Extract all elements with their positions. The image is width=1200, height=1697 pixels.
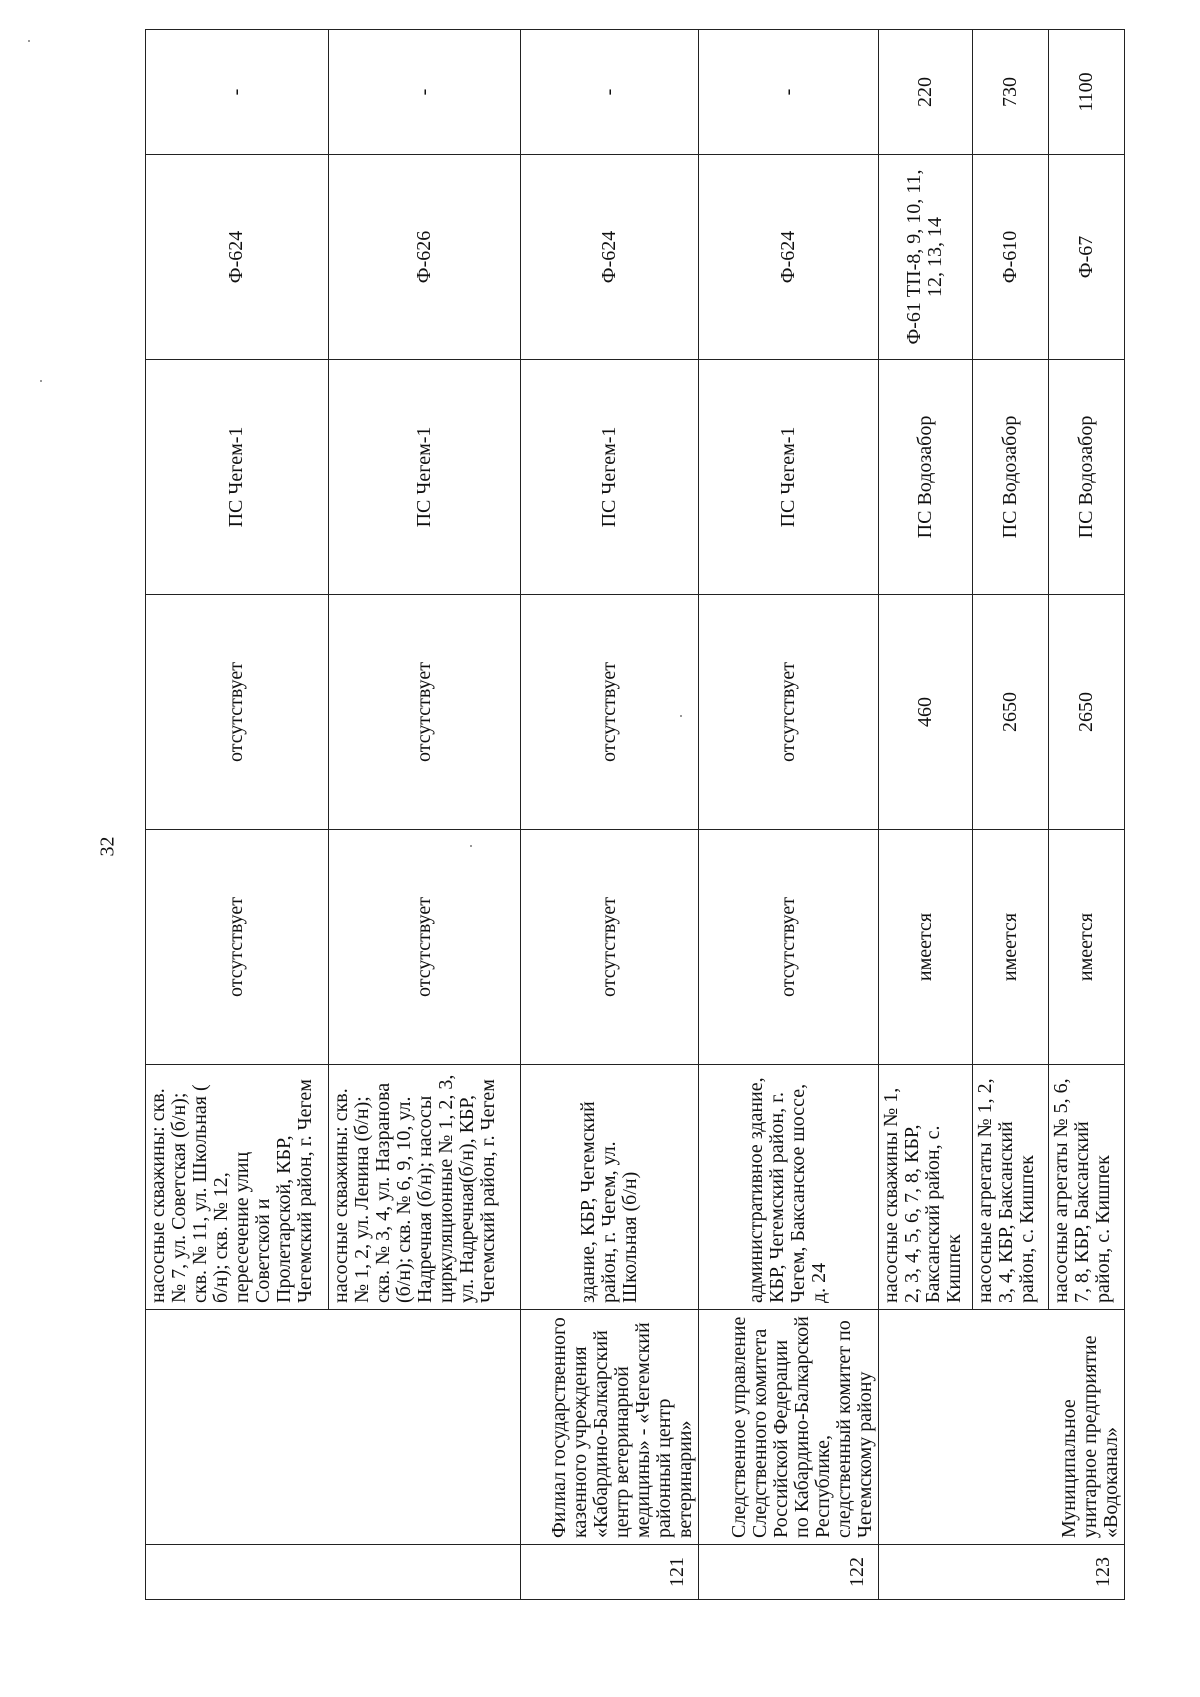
cell-substation: ПС Чегем-1 (698, 360, 878, 595)
cell-col5: отсутствует (521, 595, 699, 830)
cell-col4: имеется (1048, 830, 1124, 1065)
cell-power: 1100 (1048, 30, 1124, 155)
cell-col4: отсутствует (521, 830, 699, 1065)
cell-power: - (521, 30, 699, 155)
table-row (878, 30, 972, 1600)
cell-num: 123 (878, 1545, 1124, 1600)
cell-object: насосные скважины № 1, 2, 3, 4, 5, 6, 7, 8, КБР, Баксанский район, с. Кишпек (878, 1065, 972, 1310)
cell-substation: ПС Чегем-1 (521, 360, 699, 595)
cell-col5: 2650 (972, 595, 1048, 830)
cell-object: насосные агрегаты № 5, 6, 7, 8, КБР, Баксанский район, с. Кишпек (1048, 1065, 1124, 1310)
cell-col4: отсутствует (146, 830, 329, 1065)
cell-col5: отсутствует (328, 595, 520, 830)
cell-power: - (146, 30, 329, 155)
page-number: 32 (96, 836, 119, 857)
cell-feeder: Ф-624 (698, 155, 878, 360)
cell-col4: отсутствует (698, 830, 878, 1065)
cell-col4: имеется (972, 830, 1048, 1065)
scan-speck (470, 845, 472, 847)
cell-feeder: Ф-610 (972, 155, 1048, 360)
cell-substation: ПС Водозабор (972, 360, 1048, 595)
cell-object: насосные скважины: скв. № 7, ул. Советская (б/н); скв. № 11, ул. Школьная ( б/н); скв. № 12, пересечение улиц Советской и Пролетарской, КБР, Чегемский район, г. Чегем (146, 1065, 329, 1310)
cell-col4: отсутствует (328, 830, 520, 1065)
cell-feeder: Ф-624 (146, 155, 329, 360)
cell-object: насосные скважины: скв. № 1, 2, ул. Ленина (б/н); скв. № 3, 4, ул. Назранова (б/н); скв. № 6, 9, 10, ул. Надречная (б/н); насосы циркуляционные № 1, 2, 3, ул. Надречная(б/н), КБР, Чегемский район, г. Чегем (328, 1065, 520, 1310)
cell-col5: отсутствует (146, 595, 329, 830)
cell-org (146, 1310, 521, 1545)
cell-num (146, 1545, 521, 1600)
scan-speck (680, 715, 682, 717)
cell-num: 122 (698, 1545, 878, 1600)
cell-feeder: Ф-626 (328, 155, 520, 360)
cell-col4: имеется (878, 830, 972, 1065)
scan-speck (40, 380, 42, 382)
cell-org: Филиал государственного казенного учреждения «Кабардино-Балкарский центр ветеринарной медицины» - «Чегемский районный центр ветеринарии» (521, 1310, 699, 1545)
table-row (698, 30, 878, 1600)
cell-power: - (698, 30, 878, 155)
cell-org: Следственное управление Следственного комитета Российской Федерации по Кабардино-Балкарской Республике, следственный комитет по Чегемскому району (698, 1310, 878, 1545)
cell-power: 730 (972, 30, 1048, 155)
data-table (145, 29, 1125, 1600)
cell-col5: отсутствует (698, 595, 878, 830)
table-row (146, 30, 329, 1600)
cell-object: административное здание, КБР, Чегемский район, г. Чегем, Баксанское шоссе, д. 24 (698, 1065, 878, 1310)
rotated-table-wrapper (145, 30, 1145, 1600)
cell-substation: ПС Чегем-1 (146, 360, 329, 595)
cell-num: 121 (521, 1545, 699, 1600)
cell-substation: ПС Водозабор (1048, 360, 1124, 595)
cell-org: Муниципальное унитарное предприятие «Водоканал» (878, 1310, 1124, 1545)
scan-speck (28, 40, 30, 42)
table-row (521, 30, 699, 1600)
cell-col5: 460 (878, 595, 972, 830)
cell-col5: 2650 (1048, 595, 1124, 830)
cell-substation: ПС Чегем-1 (328, 360, 520, 595)
cell-power: - (328, 30, 520, 155)
cell-object: насосные агрегаты № 1, 2, 3, 4, КБР, Баксанский район, с. Кишпек (972, 1065, 1048, 1310)
cell-substation: ПС Водозабор (878, 360, 972, 595)
cell-feeder: Ф-67 (1048, 155, 1124, 360)
cell-feeder: Ф-61 ТП-8, 9, 10, 11, 12, 13, 14 (878, 155, 972, 360)
cell-feeder: Ф-624 (521, 155, 699, 360)
cell-object: здание, КБР, Чегемский район, г. Чегем, ул. Школьная (б/н) (521, 1065, 699, 1310)
cell-power: 220 (878, 30, 972, 155)
